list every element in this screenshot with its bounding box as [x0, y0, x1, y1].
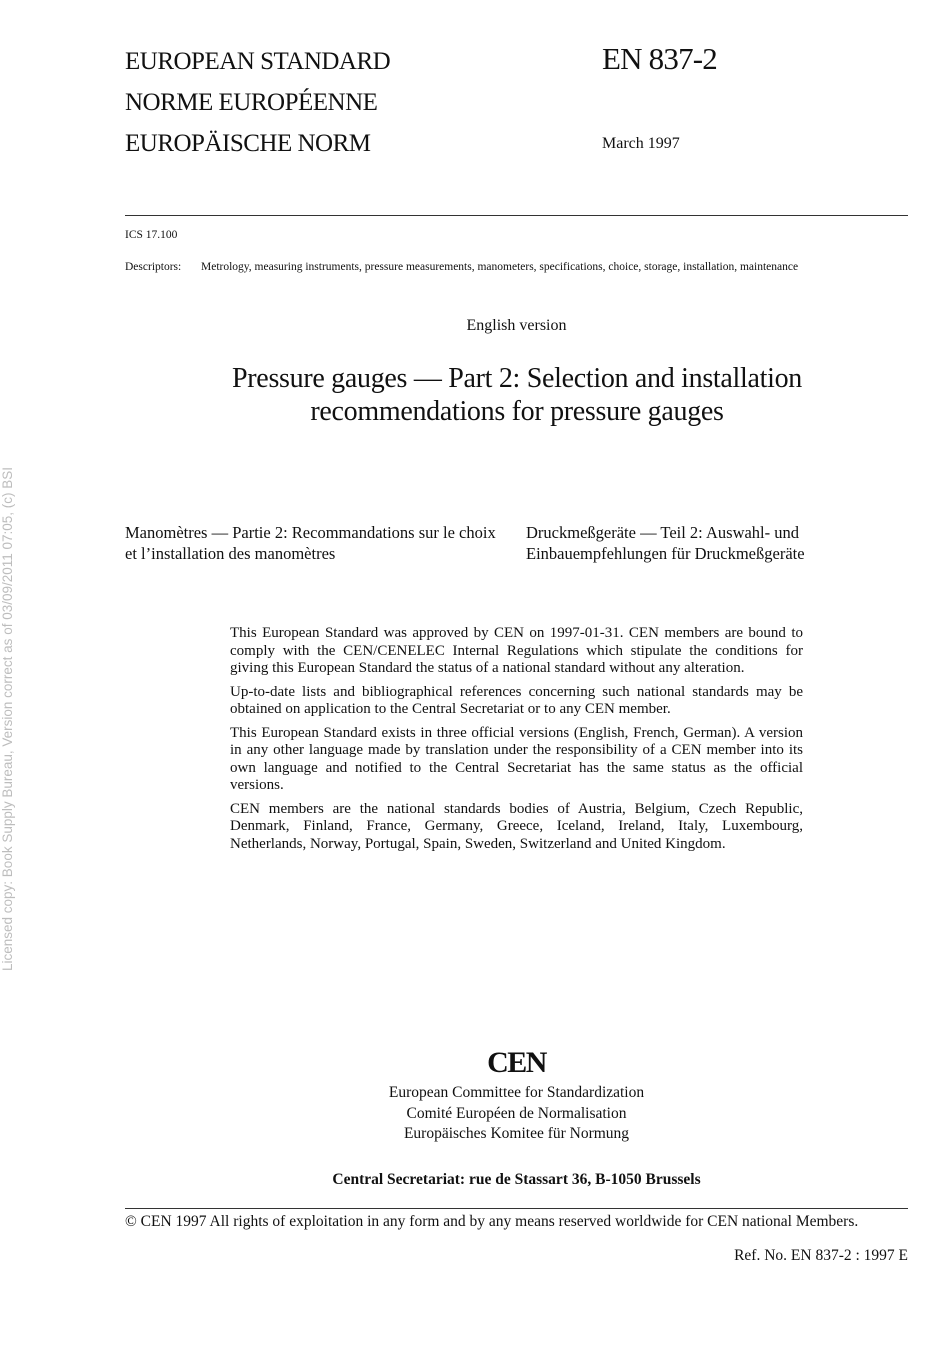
members-paragraph: CEN members are the national standards bodies of Austria, Belgium, Czech Republic, Denmark, Finland, France, Germany, Greece, Iceland, Ireland, Italy, Luxembourg, Netherlands, Norway, Portugal, Spain, Sweden, Switzerland and United Kingdom.	[230, 800, 803, 852]
descriptors-list: Metrology, measuring instruments, pressure measurements, manometers, specifications, choice, storage, installation, maintenance	[201, 261, 799, 273]
copyright-notice: © CEN 1997 All rights of exploitation in any form and by any means reserved worldwide for CEN national Members.	[125, 1213, 859, 1230]
ics-code: ICS 17.100	[125, 229, 178, 241]
license-watermark: Licensed copy: Book Supply Bureau, Version correct as of 03/09/2011 07:05, (c) BSI	[0, 466, 15, 971]
descriptors-label: Descriptors:	[125, 261, 182, 273]
committee-names	[0, 1083, 950, 1145]
standard-number: EN 837-2	[602, 41, 717, 76]
document-title	[180, 362, 854, 428]
committee-name-english: European Committee for Standardization	[388, 1084, 645, 1101]
language-version: English version	[466, 317, 567, 334]
reference-number: Ref. No. EN 837-2 : 1997 E	[734, 1247, 908, 1264]
approval-statement	[230, 625, 803, 859]
publication-date: March 1997	[602, 135, 680, 152]
french-title: Manomètres — Partie 2: Recommandations sur le choix et l’installation des manomètres	[125, 523, 496, 563]
standard-title-english: EUROPEAN STANDARD	[125, 48, 391, 75]
committee-name-french: Comité Européen de Normalisation	[406, 1104, 627, 1122]
standard-title-french: NORME EUROPÉENNE	[125, 89, 378, 116]
approval-paragraph: This European Standard was approved by CEN on 1997-01-31. CEN members are bound to comply with the CEN/CENELEC Internal Regulations which stipulate the conditions for giving this European Standard the status of a national standard without any alteration.	[230, 625, 803, 676]
german-title: Druckmeßgeräte — Teil 2: Auswahl- und Einbauempfehlungen für Druckmeßgeräte	[526, 523, 805, 563]
document-title-line-2: recommendations for pressure gauges	[310, 396, 724, 427]
official-versions-paragraph: This European Standard exists in three official versions (English, French, German). A version in any other language made by translation under the responsibility of a CEN member into its own language and notified to the Central Secretariat has the same status as the official versions.	[230, 724, 803, 793]
references-paragraph: Up-to-date lists and bibliographical references concerning such national standards may be obtained on application to the Central Secretariat or to any CEN member.	[230, 683, 803, 717]
footer-divider	[125, 1208, 908, 1209]
document-title-line-1: Pressure gauges — Part 2: Selection and installation	[232, 363, 802, 394]
standard-title-german: EUROPÄISCHE NORM	[125, 130, 371, 157]
header-divider	[125, 215, 908, 216]
committee-name-german: Europäisches Komitee für Normung	[403, 1125, 630, 1142]
cen-logo: CEN	[487, 1046, 546, 1079]
central-secretariat-address: Central Secretariat: rue de Stassart 36, B-1050 Brussels	[332, 1171, 701, 1188]
